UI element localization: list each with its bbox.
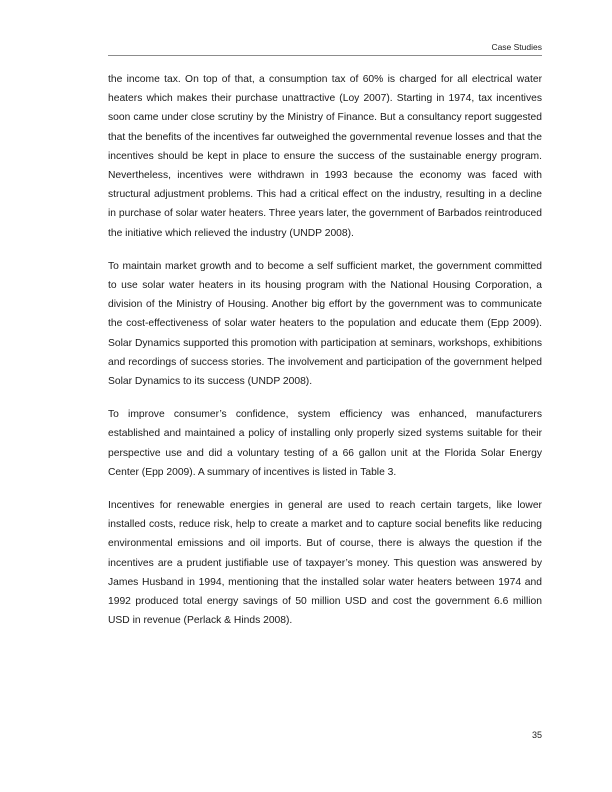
body-text [108, 70, 542, 644]
paragraph-market-growth: To maintain market growth and to become a self sufficient market, the government committed to use solar water heaters in its housing program with the National Housing Corporation, a division of the Ministry of Housing. Another big effort by the government was to communicate the cost-effectiveness of solar water heaters to the population and educate them (Epp 2009). Solar Dynamics supported this promotion with participation at seminars, workshops, exhibitions and recordings of success stories. The involvement and participation of the government helped Solar Dynamics to its success (UNDP 2008). [108, 260, 542, 388]
page-number: 35 [531, 730, 542, 740]
paragraph-income-tax: the income tax. On top of that, a consumption tax of 60% is charged for all electrical water heaters which makes their purchase unattractive (Loy 2007). Starting in 1974, tax incentives soon came under close scrutiny by the Ministry of Finance. But a consultancy report suggested that the benefits of the incentives far outweighed the governmental revenue losses and that the incentives should be kept in place to ensure the success of the sustainable energy program. Nevertheless, incentives were withdrawn in 1993 because the economy was faced with structural adjustment problems. This had a critical effect on the industry, resulting in a decline in purchase of solar water heaters. Three years later, the government of Barbados reintroduced the initiative which relieved the industry (UNDP 2008). [108, 74, 542, 239]
paragraph-incentives-general: Incentives for renewable energies in general are used to reach certain targets, like lower installed costs, reduce risk, help to create a market and to capture social benefits like reducing environmental emissions and oil imports. But of course, there is always the question if the incentives are a prudent justifiable use of taxpayer’s money. This question was answered by James Husband in 1994, mentioning that the installed solar water heaters between 1974 and 1992 produced total energy savings of 50 million USD and cost the government 6.6 million USD in revenue (Perlack & Hinds 2008). [108, 500, 542, 627]
running-header: Case Studies [491, 42, 542, 52]
paragraph-consumer-confidence: To improve consumer’s confidence, system efficiency was enhanced, manufacturers established and maintained a policy of installing only properly sized systems suitable for their perspective use and did a voluntary testing of a 66 gallon unit at the Florida Solar Energy Center (Epp 2009). A summary of incentives is listed in Table 3. [108, 409, 542, 478]
header-rule [108, 55, 542, 56]
